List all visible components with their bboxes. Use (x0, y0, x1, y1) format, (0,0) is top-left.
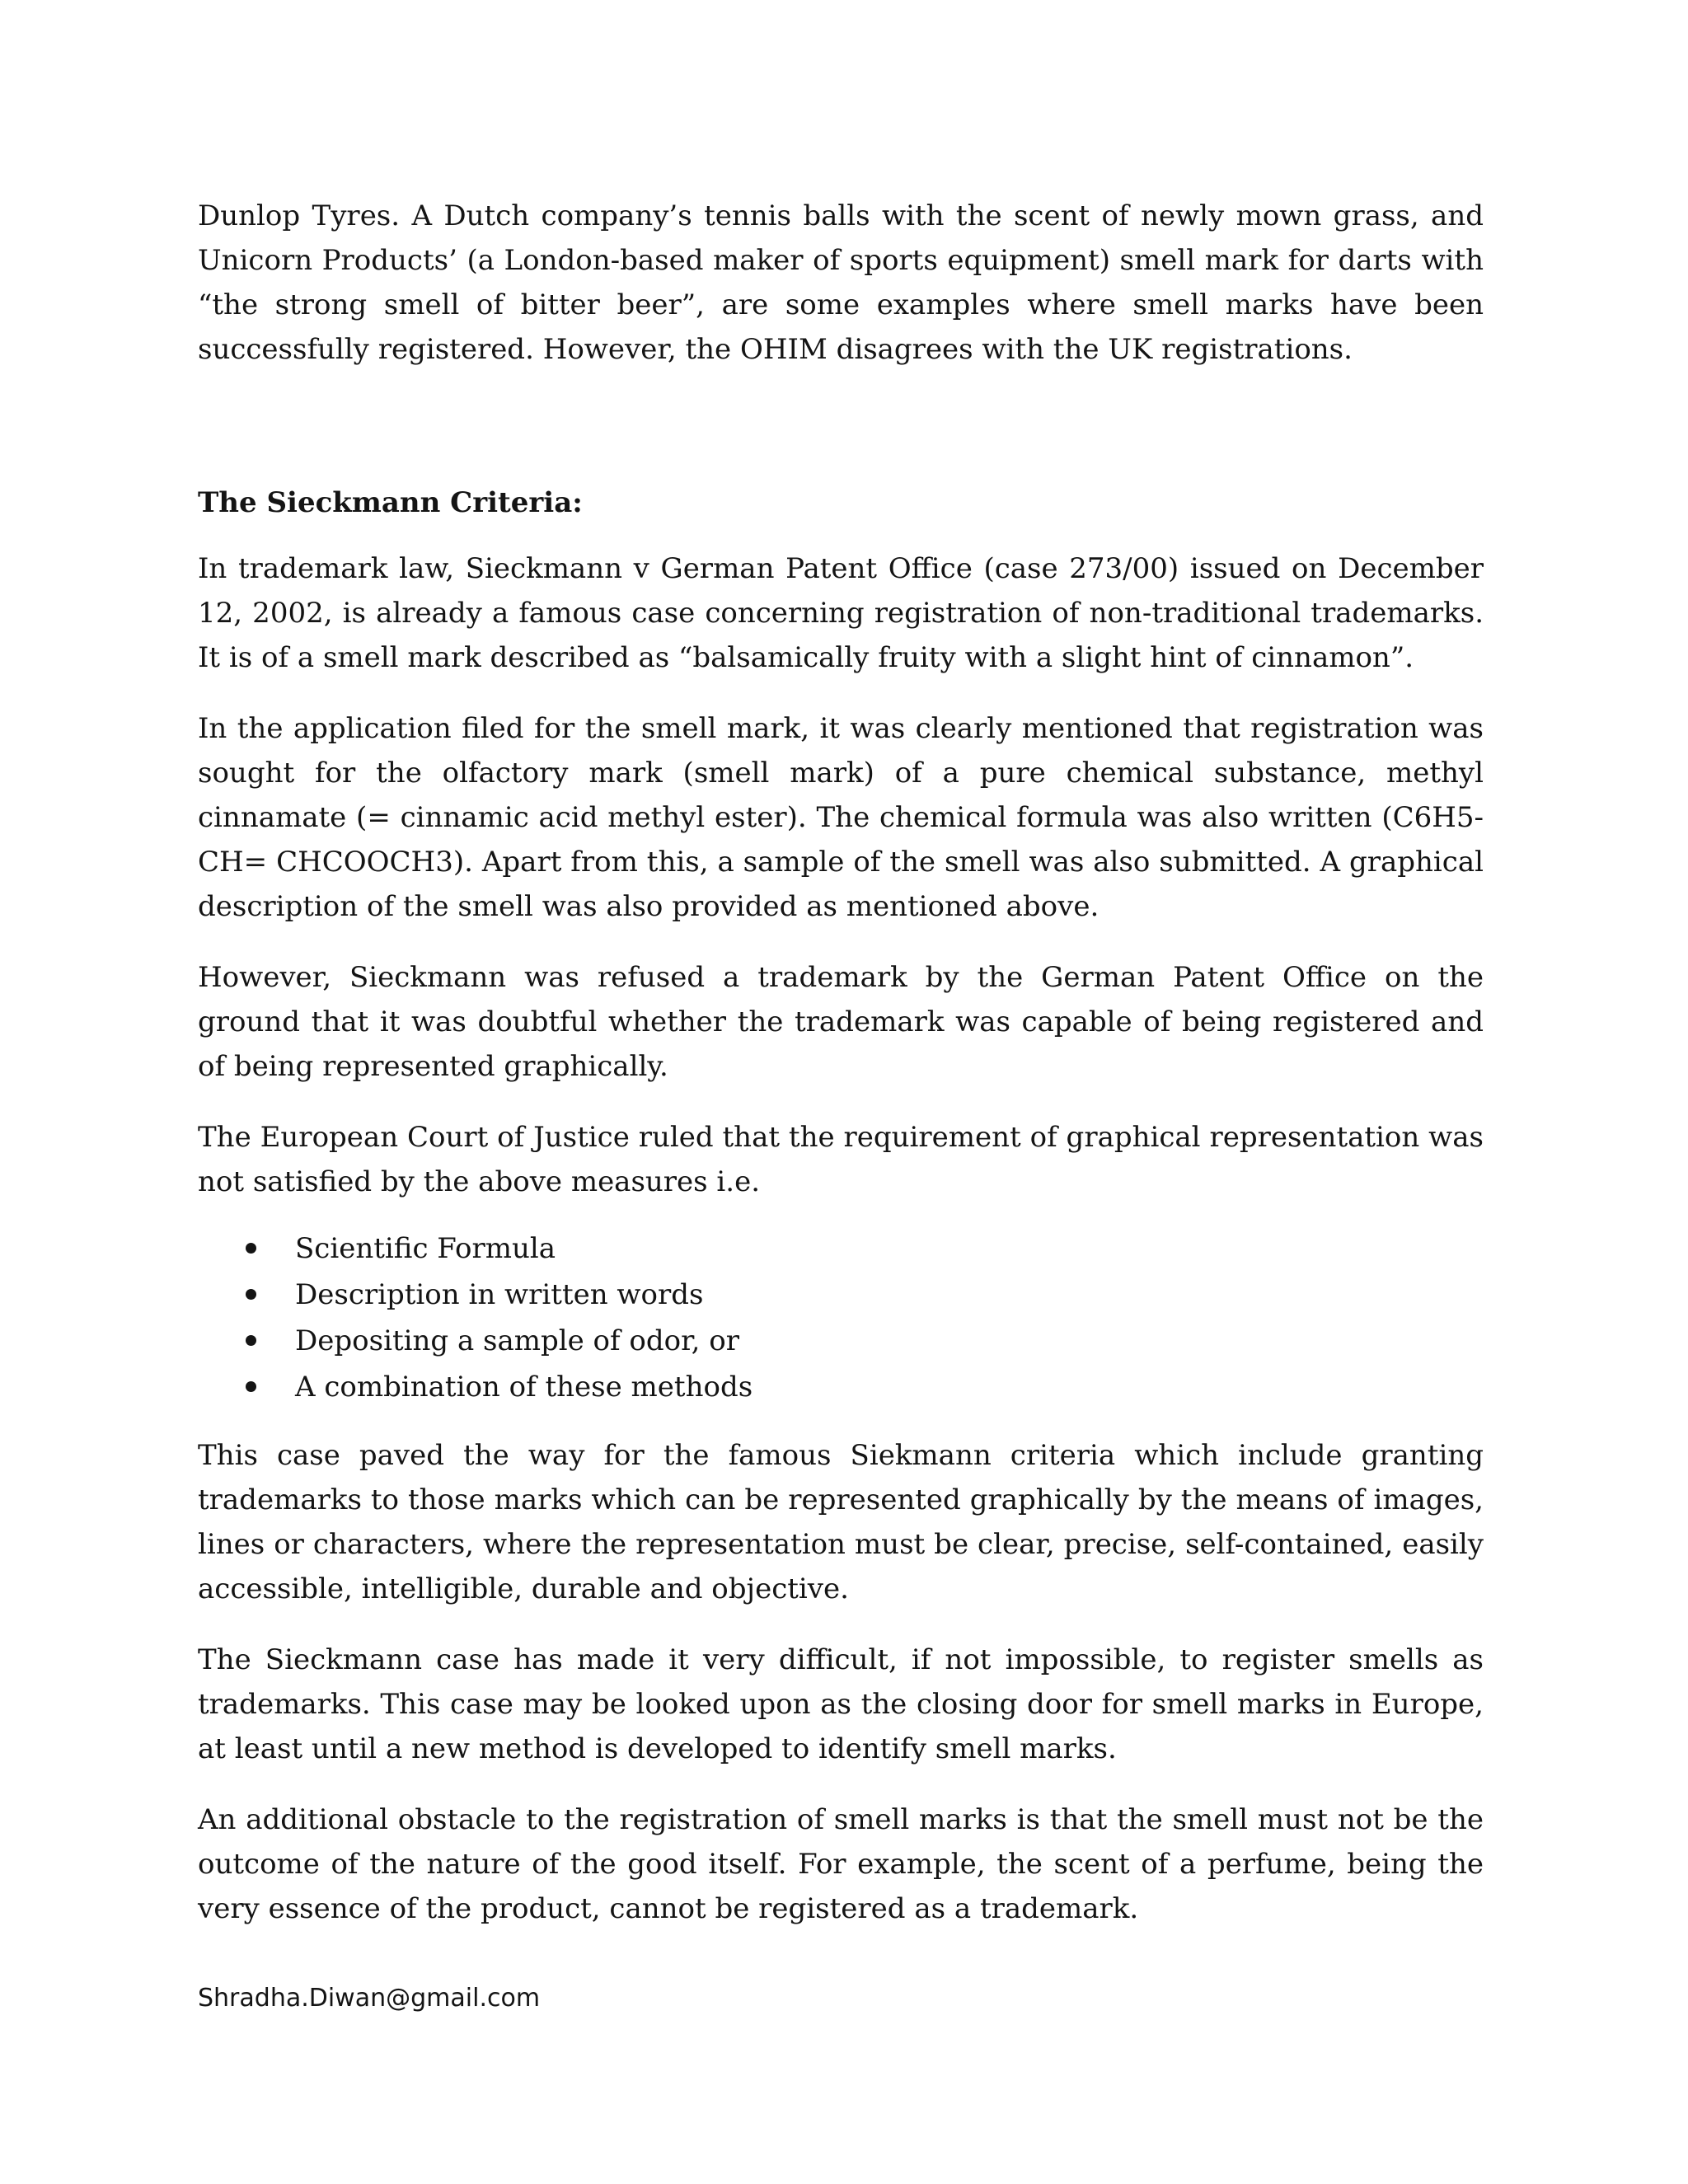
list-item-text: A combination of these methods (295, 1371, 753, 1404)
measures-list (198, 1226, 1484, 1410)
bullet-icon (246, 1335, 256, 1346)
list-item (246, 1318, 1484, 1364)
bullet-icon (246, 1381, 256, 1392)
list-item (246, 1226, 1484, 1272)
bullet-icon (246, 1243, 256, 1254)
paragraph-case-overview: In trademark law, Sieckmann v German Patent Office (case 273/00) issued on December 12, 2002, is already a famous case concerning registration of non-traditional trademarks. It is of a smell mark described as “balsamically fruity with a slight hint of cinnamon”. (198, 552, 1484, 674)
list-item-text: Scientific Formula (295, 1232, 556, 1265)
list-item (246, 1364, 1484, 1410)
section-spacer (198, 398, 1484, 480)
bullet-icon (246, 1289, 256, 1300)
paragraph-application: In the application filed for the smell mark, it was clearly mentioned that registration was sought for the olfactory mark (smell mark) of a pure chemical substance, methyl cinnamate (= cinnamic acid methyl ester). The chemical formula was also written (C6H5-CH= CHCOOCH3). Apart from this, a sample of the smell was also submitted. A graphical description of the smell was also provided as mentioned above. (198, 712, 1484, 923)
paragraph-court-ruling: The European Court of Justice ruled that the requirement of graphical representation was not satisfied by the above measures i.e. (198, 1121, 1484, 1198)
section-heading: The Sieckmann Criteria: (198, 486, 583, 519)
paragraph-obstacle: An additional obstacle to the registration of smell marks is that the smell must not be the outcome of the nature of the good itself. For example, the scent of a perfume, being the very essence of the product, cannot be registered as a trademark. (198, 1803, 1484, 1925)
paragraph-criteria: This case paved the way for the famous Siekmann criteria which include granting trademarks to those marks which can be represented graphically by the means of images, lines or characters, where the representation must be clear, precise, self-contained, easily accessible, intelligible, durable and objective. (198, 1439, 1484, 1605)
intro-paragraph: Dunlop Tyres. A Dutch company’s tennis balls with the scent of newly mown grass, and Unicorn Products’ (a London-based maker of sports equipment) smell mark for darts with “the strong smell of bitter beer”, are some examples where smell marks have been successfully registered. However, the OHIM disagrees with the UK registrations. (198, 199, 1484, 366)
footer-email: Shradha.Diwan@gmail.com (198, 1984, 541, 2013)
paragraph-refusal: However, Sieckmann was refused a trademark by the German Patent Office on the ground that it was doubtful whether the trademark was capable of being registered and of being represented graphically. (198, 961, 1484, 1083)
list-item (246, 1272, 1484, 1318)
document-body (198, 194, 1484, 1957)
list-item-text: Depositing a sample of odor, or (295, 1324, 739, 1357)
paragraph-difficulty: The Sieckmann case has made it very difficult, if not impossible, to register smells as trademarks. This case may be looked upon as the closing door for smell marks in Europe, at least until a new method is developed to identify smell marks. (198, 1643, 1484, 1765)
list-item-text: Description in written words (295, 1278, 704, 1311)
